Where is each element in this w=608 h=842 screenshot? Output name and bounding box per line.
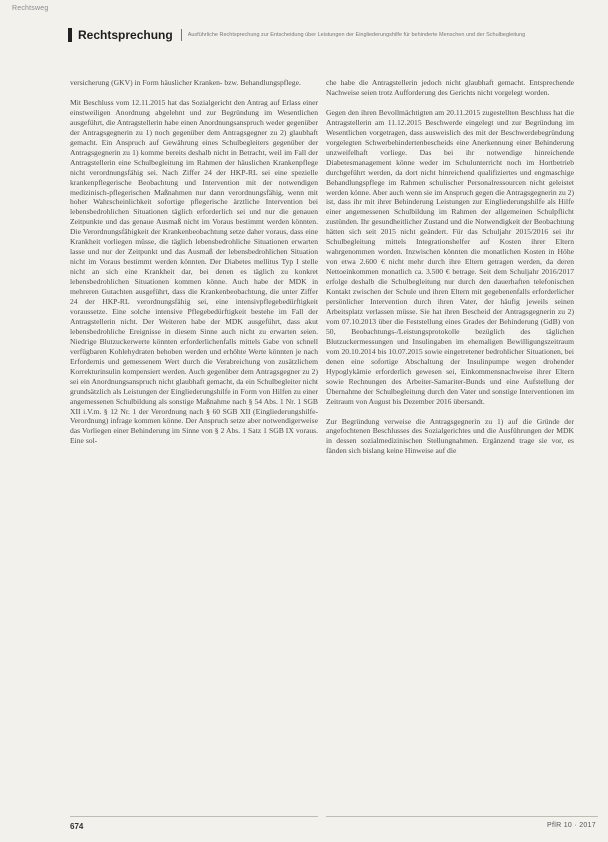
right-column bbox=[326, 78, 574, 466]
right-paragraph-3: Zur Begründung verweise die Antragsgegnerin zu 1) auf die Gründe der angefochtenen Beschlusses des Sozialgerichtes und die Ausführungen der MDK in dessen sozialmedizinischen Stellungnahmen. Ergänzend trage sie vor, es fänden sich bislang keine Hinweise auf die bbox=[326, 416, 574, 456]
left-paragraph-1: versicherung (GKV) in Form häuslicher Kranken- bzw. Behandlungspflege. bbox=[70, 78, 301, 87]
right-paragraph-1: che habe die Antragstellerin jedoch nicht glaubhaft gemacht. Entsprechende Nachweise seien trotz Aufforderung des Gerichts nicht vorgelegt worden. bbox=[326, 78, 574, 97]
header-title: Rechtsprechung bbox=[78, 28, 173, 42]
left-column bbox=[70, 78, 318, 456]
header-accent-bar bbox=[68, 28, 72, 42]
left-paragraph-2: Mit Beschluss vom 12.11.2015 hat das Sozialgericht den Antrag auf Erlass einer einstweiligen Anordnung abgelehnt und zur Begründung im Wesentlichen ausgeführt, die Antragstellerin habe einen Anordnungsanspruch weder gegenüber der Antragsgegnerin zu 1) noch gegenüber dem Antragsgegner zu 2) glaubhaft gemacht. Ein Anspruch auf Gewährung eines Schulbegleiters gegenüber der Antragsgegnerin zu 1) komme bereits deshalb nicht in Betracht, weil im Fall der Antragstellerin eine Schulbegleitung im Rahmen der häuslichen Krankenpflege nicht verordnungsfähig sei. Nach Ziffer 24 der HKP-RL sei eine spezielle krankenpflegerische Beobachtung und Intervention mit der notwendigen medizinisch-pflegerischen Maßnahmen nur dann verordnungsfähig, wenn mit hoher Wahrscheinlichkeit sofortige pflegerische ärztliche Intervention bei lebensbedrohlichen Situationen täglich erforderlich sei und nur die genauen Zeitpunkte und das genaue Ausmaß nicht im Voraus bestimmt werden könnten. Die Verordnungsfähigkeit der Krankenbeobachtung setze daher voraus, dass eine Krankheit vorliegen müsse, die täglich lebensbedrohliche Situationen erwarten lasse und nur der Zeitpunkt und das Ausmaß der lebensbedrohlichen Situation nicht im Voraus bestimmt werden könnten. Der Diabetes mellitus Typ I stelle nicht an sich eine Krankheit dar, bei denen es täglich zu konkret lebensbedrohlichen Situationen kommen könne. Auch habe der MDK in mehreren Gutachten ausgeführt, dass die Krankenbeobachtung, die unter Ziffer 24 der HKP-RL verordnungsfähig sei, eine intensivpflegebedürftigkeit voraussetze. Eine solche intensive Pflegebedürftigkeit bestehe im Fall der Antragstellerin nicht. Der Weiteren habe der MDK ausgeführt, dass akut lebensbedrohliche Ereignisse in diesem Sinne auch nicht zu erwarten seien. Niedrige Blutzuckerwerte könnten erforderlichenfalls mittels Gabe von schnell verfügbaren Kohlehydraten behoben werden und erhöhte Werte könnten je nach Erfordernis und gemessenem Wert durch die Verabreichung von zusätzlichem Korrekturinsulin kompensiert werden. Auch gegenüber dem Antragsgegner zu 2) sei ein Anordnungsanspruch nicht glaubhaft gemacht, da ein Schulbegleiter nicht grundsätzlich als Leistungen der Eingliederungshilfe in Form von Hilfen zu einer angemessenen Schulbildung als sonstige Maßnahme nach § 54 Abs. 1 Nr. 1 SGB XII i.V.m. § 12 Nr. 1 der Verordnung nach § 60 SGB XII (Eingliederungshilfe-Verordnung) infrage kommen könne. Der Anspruch setze aber notwendigerweise das Vorliegen einer Behinderung im Sinne von § 2 Abs. 1 Satz 1 SGB IX voraus. Eine sol- bbox=[70, 97, 318, 446]
right-paragraph-2: Gegen den ihren Bevollmächtigten am 20.11.2015 zugestellten Beschluss hat die Antragstellerin am 11.12.2015 Beschwerde eingelegt und zur Begründung im Wesentlichen vorgetragen, dass ausweislich des mit der Beschwerdebegründung vorgelegten Schwerbehindertenbescheids eine Anerkennung einer Behinderung unzweifelhaft vorliege. Das bei ihr notwendige hinreichende Diabetesmanagement könne weder im Schulunterricht noch im Hortbetrieb durchgeführt werden, da dort nicht hinreichend qualifiziertes und engmaschige Behandlungspflege im Rahmen schulischer Personalressourcen nicht geleistet werden könne. Aber auch wenn sie im Anspruch gegen die Antragsgegnerin zu 2) ist, dass ihr mit ihrer Behinderung Leistungen zur Eingliederungshilfe als Hilfe einer angemessenen Schulbildung im Rahmen der allgemeinen Schulpflicht zustünden. Ihr gesundheitlicher Zustand und die Notwendigkeit der Beobachtung hätten sich seit 2015 nicht geändert. Für das Schuljahr 2015/2016 sei ihr Schulbegleitung mittels Integrationshelfer auf Kosten ihrer Eltern wahrgenommen worden. Inzwischen könnten die monatlichen Kosten in Höhe von etwa 2.600 € nicht mehr durch ihre Eltern getragen werden, da deren Nettoeinkommen monatlich ca. 3.500 € betrage. Seit dem Schuljahr 2016/2017 erfolge deshalb die Schulbegleitung nur durch den dauerhaften telefonischen Kontakt zwischen der Schule und ihren Eltern mit gegebenenfalls erforderlicher persönlicher Intervention durch ihren Vater, der häufig jeweils seinen Arbeitsplatz verlassen müsse. Sie hat ihren Bescheid der Antragsgegnerin zu 2) vom 07.10.2013 über die Feststellung eines Grades der Behinderung (GdB) von 50, Beobachtungs-/Leistungsprotokolle bezüglich des täglichen Blutzuckermessungen und Insulingaben im ehemaligen Bewilligungszeitraum vom 20.10.2014 bis 10.07.2015 sowie eingetretener bedrohlicher Situationen, bei denen eine sofortige Abschaltung der Insulinpumpe wegen drohender Hypoglykämie erforderlich gewesen sei, Einkommensnachweise ihrer Eltern sowie Rechnungen des Arbeiter-Samariter-Bunds und eine Aufstellung der Übernahme der Schulbegleitung durch den Vater und sonstige Interventionen im Zeitraum von August bis Dezember 2016 übersandt. bbox=[326, 107, 574, 406]
header-divider bbox=[181, 29, 182, 41]
header-subtitle: Ausführliche Rechtsprechung zur Entscheidung über Leistungen der Eingliederungshilfe für behinderte Menschen und der Schulbegleitung bbox=[187, 32, 526, 38]
section-label: Rechtsweg bbox=[12, 5, 49, 12]
page-number: 674 bbox=[70, 822, 84, 831]
page-header bbox=[68, 24, 608, 46]
footer-rule-left bbox=[70, 816, 318, 817]
journal-citation: PflR 10 · 2017 bbox=[547, 822, 596, 829]
footer-rule-right bbox=[326, 816, 598, 817]
